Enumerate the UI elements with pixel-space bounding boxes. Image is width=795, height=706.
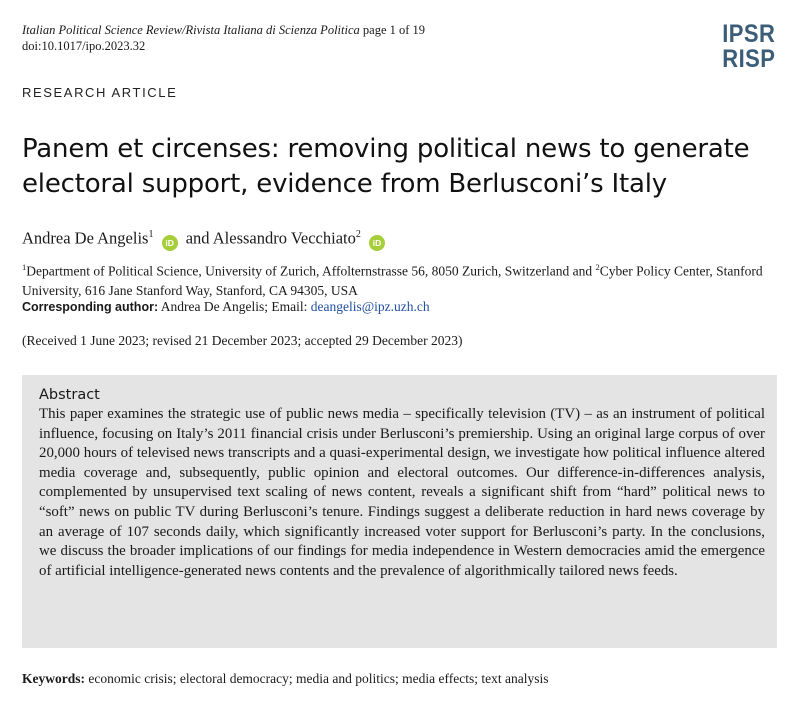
affiliation-marker: 1	[148, 229, 154, 240]
author-list	[22, 225, 389, 251]
journal-name: Italian Political Science Review/Rivista Italiana di Scienza Politica	[22, 23, 360, 37]
journal-header	[22, 22, 425, 54]
abstract-text: This paper examines the strategic use of public news media – specifically television (TV) – as an instrument of political influence, focusing on Italy’s 2011 financial crisis under Berlusconi’s premiership. Using an original large corpus of over 20,000 hours of televised news transcripts and a quasi-experimental design, we investigate how political influence altered media coverage and, subsequently, public opinion and electoral outcomes. Our difference-in-differences analysis, complemented by unsupervised text scaling of news content, reveals a significant shift from “hard” political news to “soft” news on public TV during Berlusconi’s tenure. Findings suggest a deliberate reduction in hard news coverage by an average of 107 seconds daily, which significantly increased voter support for Berlusconi’s party. In the conclusions, we discuss the broader implications of our findings for media independence in Western democracies amid the emergence of artificial intelligence-generated news contents and the prevalence of algorithmically tailored news feeds.	[39, 406, 765, 579]
article-title: Panem et circenses: removing political news to generate electoral support, evidence from Berlusconi’s Italy	[22, 134, 750, 199]
affiliation-text: Cyber Policy Center, Stanford University, 616 Jane Stanford Way, Stanford, CA 94305, USA	[22, 263, 763, 298]
author-name[interactable]: Alessandro Vecchiato	[212, 228, 356, 248]
corresponding-text: Andrea De Angelis; Email:	[160, 299, 308, 314]
author-name[interactable]: Andrea De Angelis	[22, 228, 149, 248]
keywords	[22, 669, 548, 688]
page-info: page 1 of 19	[362, 23, 426, 37]
affiliation-text: Department of Political Science, University of Zurich, Affolternstrasse 56, 8050 Zurich, Switzerland and	[26, 263, 596, 279]
affiliation-marker: 1	[22, 262, 27, 272]
journal-logo	[722, 22, 775, 72]
logo-line-ipsr: IPSR	[721, 20, 775, 48]
author-connector: and	[185, 228, 210, 248]
affiliations	[22, 258, 782, 300]
email-link[interactable]: deangelis@ipz.uzh.ch	[310, 299, 430, 314]
orcid-icon[interactable]: iD	[162, 235, 178, 251]
affiliation-marker: 2	[355, 229, 361, 240]
article-type-label: RESEARCH ARTICLE	[22, 85, 178, 100]
corresponding-author	[22, 297, 430, 317]
keywords-label: Keywords:	[22, 671, 85, 686]
doi[interactable]: doi:10.1017/ipo.2023.32	[22, 39, 146, 53]
journal-citation-line	[22, 22, 425, 38]
publication-dates: (Received 1 June 2023; revised 21 December 2023; accepted 29 December 2023)	[22, 333, 463, 348]
orcid-icon[interactable]: iD	[369, 235, 385, 251]
logo-line-risp: RISP	[721, 45, 775, 73]
abstract-box	[22, 375, 777, 648]
corresponding-label: Corresponding author:	[22, 300, 159, 314]
affiliation-marker: 2	[595, 262, 600, 272]
abstract-heading: Abstract	[39, 387, 100, 403]
keywords-text: economic crisis; electoral democracy; media and politics; media effects; text analysis	[88, 671, 549, 686]
